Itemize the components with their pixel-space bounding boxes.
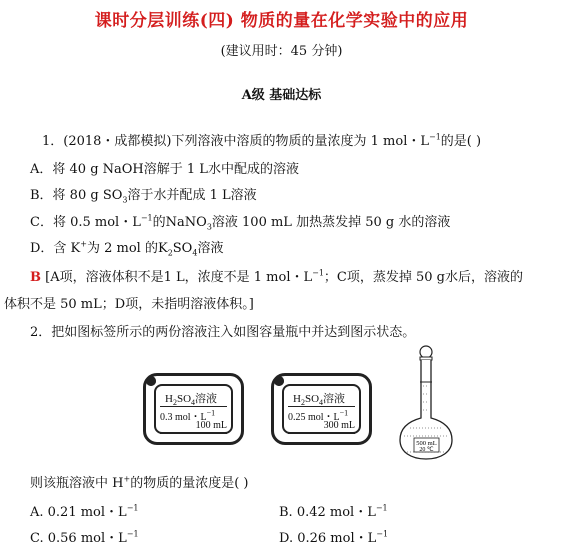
q2-question: 则该瓶溶液中 H+的物质的量浓度是( ) xyxy=(30,474,249,491)
label2-volume: 300 mL xyxy=(323,420,355,431)
q1-answer-letter: B xyxy=(30,270,41,285)
flask-neck-rim xyxy=(420,357,432,360)
label-h2so4-100ml xyxy=(143,373,244,445)
label-h2so4-300ml xyxy=(271,373,372,445)
q2-stem: 2．把如图标签所示的两份溶液注入如图容量瓶中并达到图示状态。 xyxy=(30,325,416,340)
label2-name: $H_2SO_4$溶液 xyxy=(293,393,346,408)
q1-option-a: A．将 40 g NaOH溶解于 1 L水中配成的溶液 xyxy=(30,162,299,177)
label1-name: $H_2SO_4$溶液 xyxy=(165,393,218,408)
q1-explanation-line1: B [A项，溶液体积不是1 L，浓度不是 1 mol・$L^{-1}$；C项，蒸发掉 50 g水后，溶液的 xyxy=(30,268,523,285)
label1-volume: 100 mL xyxy=(195,420,227,431)
flask-temp-text: 20 ℃ xyxy=(419,447,434,453)
q1-option-b: B．将 80 g $SO_3$溶于水并配成 1 L溶液 xyxy=(30,188,257,205)
q2-option-c: C. 0.56 mol・$L^{-1}$ xyxy=(30,529,139,546)
q2-option-b: B. 0.42 mol・$L^{-1}$ xyxy=(279,503,388,520)
q1-option-d: D．含 K+为 2 mol 的$K_2SO_4$溶液 xyxy=(30,239,224,258)
level-heading: A级 基础达标 xyxy=(241,88,322,103)
q1-option-c: C．将 0.5 mol・$L^{-1}$的NaNO$_3$溶液 100 mL 加热蒸发掉 50 g 水的溶液 xyxy=(30,213,451,232)
volumetric-flask xyxy=(396,342,460,462)
suggested-time: (建议用时：45 分钟) xyxy=(220,44,343,59)
label2-concentration: 0.25 mol・$L^{-1}$ xyxy=(288,408,349,423)
page-title: 课时分层训练(四) 物质的量在化学实验中的应用 xyxy=(94,11,469,31)
q2-option-d: D. 0.26 mol・$L^{-1}$ xyxy=(279,529,389,546)
q2-option-a: A. 0.21 mol・$L^{-1}$ xyxy=(30,503,139,520)
q1-explanation-line2: 体积不是 50 mL；D项，未指明溶液体积。] xyxy=(4,297,254,312)
flask-stopper xyxy=(420,346,432,358)
q1-stem: 1．(2018・成都模拟)下列溶液中溶质的物质的量浓度为 1 mol・$L^{-1}$的是( ) xyxy=(42,132,482,149)
flask-volume-text: 500 mL xyxy=(416,440,437,447)
label1-concentration: 0.3 mol・$L^{-1}$ xyxy=(160,408,216,423)
